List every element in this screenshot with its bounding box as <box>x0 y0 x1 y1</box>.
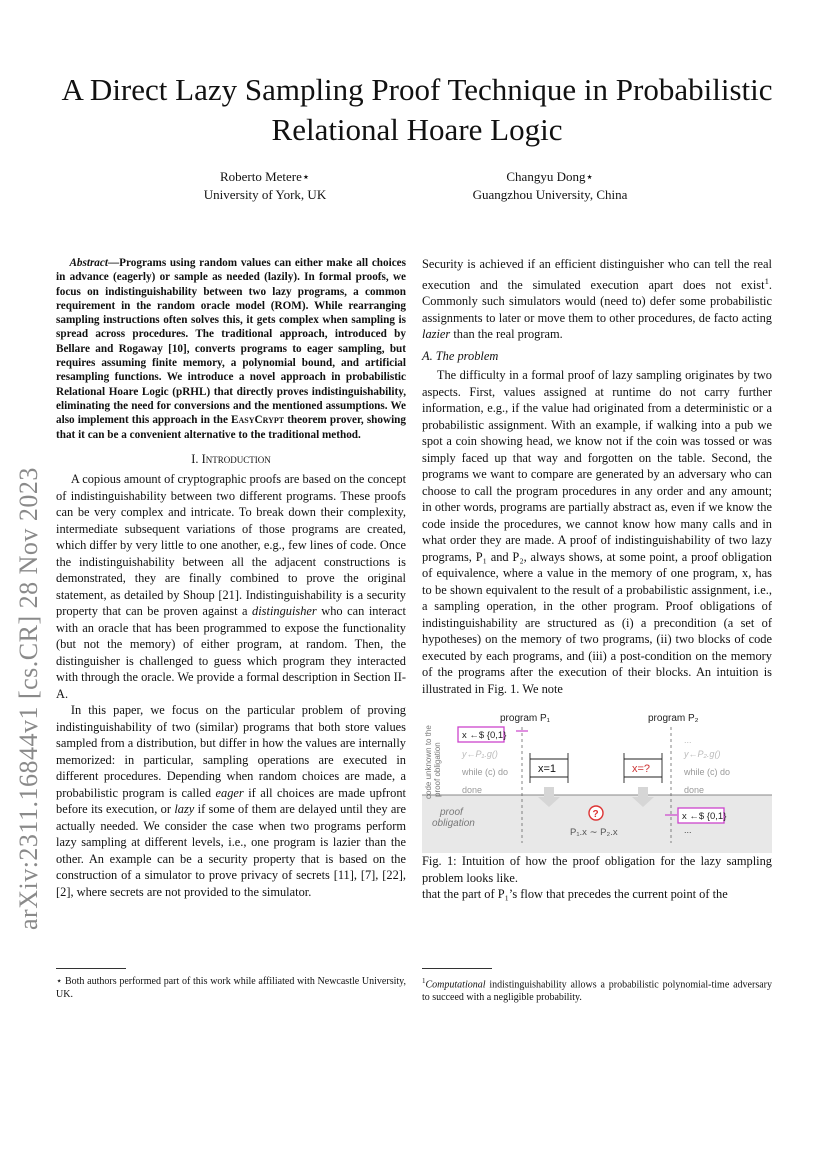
p2-x-value: x=? <box>632 763 651 776</box>
footnote-emphasis: Computational <box>425 979 486 991</box>
p2-call: y←P₂.g() <box>684 749 721 760</box>
side-label-line1: code unknown to the <box>424 725 433 800</box>
figure-1-diagram <box>422 705 772 853</box>
p2-sample-stmt: x ←$ {0,1} <box>682 811 727 823</box>
right-paragraph-1 <box>422 256 772 343</box>
right-p1-c: than the real program. <box>450 327 563 342</box>
proof-label-line2: obligation <box>432 818 475 830</box>
abstract-lead: Abstract— <box>69 257 120 269</box>
intro-p1-text: A copious amount of cryptographic proofs are based on the concept of indistinguishability between two different programs. These proofs can be very complex and intricate. To break down their complexity, intermediate subsequent variations of those programs are created, which differ by very little to one another, e.g., few lines of code. Once the indistinguishability between all the adjacent constructions is demonstrated, they are finally combined to prove the original statement, as detailed by Shoup [21]. Indistinguishability is a security property that can be proven against a <box>56 472 407 619</box>
subsection-heading-problem: A. The problem <box>422 348 499 363</box>
side-label-line2: proof obligation <box>433 742 442 798</box>
section-heading-introduction: I. Introduction <box>191 451 271 466</box>
intro-p2-em-lazy: lazy <box>174 802 195 817</box>
problem-paragraph: The difficulty in a formal proof of lazy sampling originates by two aspects. First, values assigned at runtime do not carry further information, e.g., if the value had originated from a deterministic or a probabilistic assignment. With an example, if walking into a pub we spot a coin showing head, we know not if the coin was tossed or was simply faced up that way and forgotten on the table. Second, the programs we want to compare are generated by an adversary who can choose to call the program procedures in any order and any amount; in other words, programs are partially abstract as, even if we know the code inside the procedures, we cannot know how many calls and in what order they are made. A proof of indistinguishability of two lazy programs, P₁ and P₂, always shows, at some point, a proof obligation of equivalence, where a value in the memory of one program, x, has to be shown equivalent to the result of a probabilistic assignment, i.e., a sampling operation, in the other program. Proof obligations of indistinguishability are structured as (i) a precondition (a set of hypotheses) on the memory of two programs, (ii) two blocks of code executed by each programs, and (iii) a post-condition on the memory of the programs after the execution of their blocks. An intuition is illustrated in Fig. 1. We note <box>422 368 772 696</box>
abstract-tool: EasyCrypt <box>231 414 285 427</box>
abstract <box>56 256 406 442</box>
author-2-affiliation: Guangzhou University, China <box>472 187 628 202</box>
footnote-authors: ⋆ Both authors performed part of this work while affiliated with Newcastle University, UK. <box>56 976 406 1000</box>
intro-p1-tail: who can interact with an oracle that has been programmed to expose the functionality (but not the memory) of either program, at random. Then, the distinguisher is challenged to guess which program they interacted with through the oracle. We provide a formal description in Section II-A. <box>56 604 406 701</box>
figure-1-caption: Fig. 1: Intuition of how the proof obligation for the lazy sampling problem looks like. <box>422 854 772 885</box>
p1-while: while (c) do <box>462 767 509 778</box>
proof-label-line1: proof <box>440 807 463 819</box>
author-2-name: Changyu Dong⋆ <box>506 169 594 184</box>
p2-done: done <box>684 785 705 796</box>
p1-x-value: x=1 <box>538 763 557 776</box>
author-2 <box>440 168 660 204</box>
footnote-text: indistinguishability allows a probabilistic polynomial-time adversary to succeed with a negligible probability. <box>422 979 772 1004</box>
p1-call: y←P₁.g() <box>462 749 498 760</box>
question-mark: ? <box>592 809 599 821</box>
program-1-label: program P₁ <box>500 713 551 725</box>
paper-title: A Direct Lazy Sampling Proof Technique in Probabilistic Relational Hoare Logic <box>61 72 773 147</box>
right-p1-a: Security is achieved if an efficient distinguisher who can tell the real execution and the simulated execution apart does not exist <box>422 257 772 292</box>
intro-paragraph-2 <box>56 702 406 900</box>
footnote-marker: 1 <box>764 275 769 286</box>
abstract-tail: theorem prover, showing that it can be a convenient alternative to the traditional method. <box>56 414 406 441</box>
footnote-rule-left <box>56 968 126 969</box>
right-p1-em: lazier <box>422 327 451 342</box>
author-1-affiliation: University of York, UK <box>203 187 327 202</box>
intro-p1-emphasis: distinguisher <box>252 604 317 619</box>
footnote-number: 1 <box>422 977 426 985</box>
obligation-expression: P₁.x ∼ P₂.x <box>570 827 618 839</box>
right-column <box>422 256 772 903</box>
p2-dots-top: ... <box>684 735 692 746</box>
intro-p2-b: if all choices are made upfront before its execution, or <box>56 785 406 817</box>
abstract-body: Programs using random values can either make all choices in advance (eagerly) or sample as needed (lazily). In formal proofs, we focus on indistinguishability between two lazy programs, a common requirement in the random oracle model (ROM). While rearranging sampling instructions often solves this, it gets complex when sampling is spread across procedures. The traditional approach, introduced by Bellare and Rogaway [10], converts programs to eager sampling, but requires assuming finite memory, a polynomial bound, and artificial resampling functions. We introduce a novel approach in probabilistic Relational Hoare Logic (pRHL) that directly proves indistinguishability, eliminating the need for conversions and the mentioned assumptions. We also implement this approach in the <box>56 257 406 427</box>
p1-sample-stmt: x ←$ {0,1} <box>462 730 507 742</box>
figure-1 <box>422 705 772 853</box>
p1-done: done <box>462 785 483 796</box>
p2-while: while (c) do <box>684 767 731 778</box>
author-1 <box>160 168 370 204</box>
program-2-label: program P₂ <box>648 713 699 725</box>
intro-paragraph-1 <box>56 471 406 702</box>
arxiv-identifier: arXiv:2311.16844v1 [cs.CR] 28 Nov 2023 <box>14 467 43 930</box>
right-p1-b: . Commonly such simulators would (need to) defer some probabilistic assignments to later or move them to other procedures, de facto acting <box>422 277 772 325</box>
footnote-computational <box>422 975 772 1004</box>
intro-p2-a: In this paper, we focus on the particular problem of proving indistinguishability of two (similar) programs that both store values sampled from a distribution, but differ in how the values are internally memorized: in particular, sampling operations are executed in different procedures. Depending when random choices are made, a probabilistic program is called <box>56 703 406 800</box>
right-continuation: that the part of P₁’s flow that precedes the current point of the <box>422 887 728 902</box>
author-1-name: Roberto Metere⋆ <box>219 169 311 184</box>
p2-dots-bottom: ... <box>684 825 692 836</box>
intro-p2-em-eager: eager <box>215 785 244 800</box>
left-column <box>56 256 406 900</box>
footnote-rule-right <box>422 968 492 969</box>
intro-p2-c: if some of them are delayed until they are actually needed. We consider the case when two programs perform lazy sampling at different levels, i.e., one program is lazier than the other. An example can be a security property that is based on the construction of a simulator to prove privacy of secrets [11], [7], [22], [2], where secrets are not provided to the simulator. <box>56 802 407 899</box>
